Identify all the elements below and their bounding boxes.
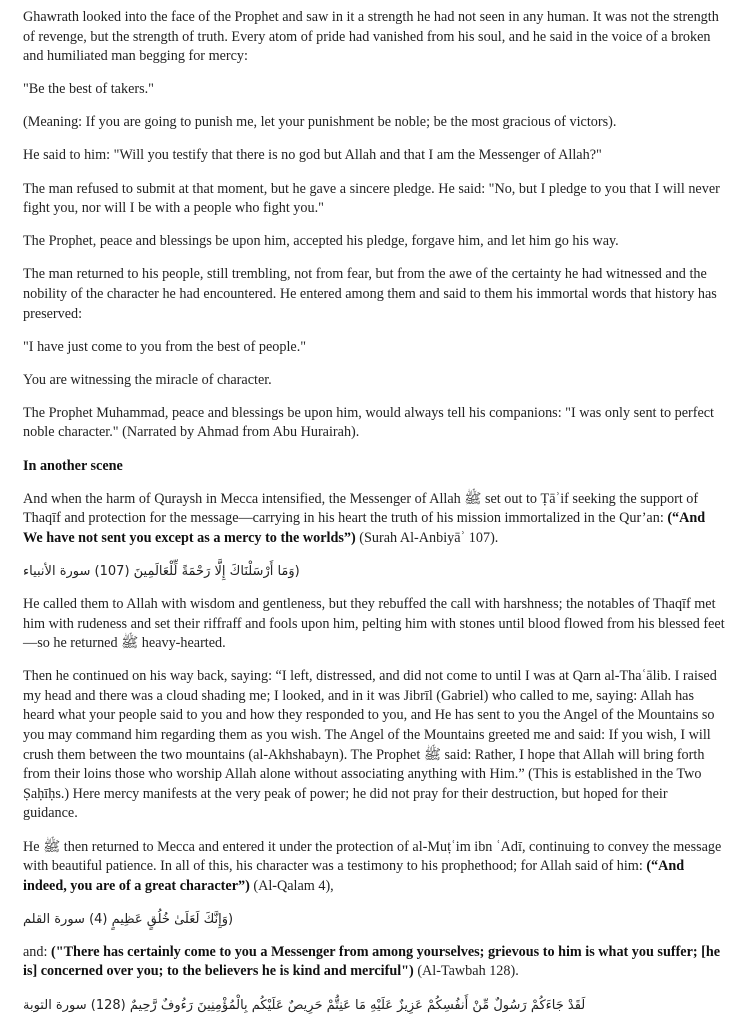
verse-translation: ("There has certainly come to you a Messenger from among yourselves; grievous to him is what you suffer; [he is] concerned over you; to the believers he is kind and merciful") bbox=[23, 943, 721, 980]
verse-translation: (“And indeed, you are of a great character”) bbox=[23, 858, 685, 894]
paragraph-text: He ﷺ then returned to Mecca and entered it under the protection of al-Muṭʿim ibn ʿAdī, continuing to convey the message with beautiful patience. In all of this, his character was a testimony to his prophethood; for Allah said of him: bbox=[23, 838, 722, 875]
arabic-verse bbox=[23, 910, 725, 930]
paragraph: He said to him: "Will you testify that there is no god but Allah and that I am the Messenger of Allah?" bbox=[23, 147, 602, 164]
paragraph bbox=[23, 838, 725, 897]
arabic-verse bbox=[23, 996, 725, 1015]
paragraph: The Prophet Muhammad, peace and blessings be upon him, would always tell his companions: "I was only sent to perfect noble character." (Narrated by Ahmad from Abu Hurairah). bbox=[23, 404, 714, 441]
section-heading-text: In another scene bbox=[23, 457, 123, 474]
arabic-verse-text: لَقَدْ جَاءَكُمْ رَسُولٌ مِّنْ أَنفُسِكُمْ عَزِيزٌ عَلَيْهِ مَا عَنِتُّمْ حَرِيصٌ عَلَيْكُم بِالْمُؤْمِنِينَ رَءُوفٌ رَّحِيمٌ (128) سورة التوبة bbox=[23, 997, 586, 1013]
arabic-verse-text: (وَإِنَّكَ لَعَلَىٰ خُلُقٍ عَظِيمٍ (4) سورة القلم bbox=[23, 911, 234, 927]
paragraph: You are witnessing the miracle of character. bbox=[23, 371, 272, 388]
paragraph bbox=[23, 943, 725, 982]
section-heading bbox=[23, 457, 725, 477]
paragraph: The Prophet, peace and blessings be upon him, accepted his pledge, forgave him, and let him go his way. bbox=[23, 233, 619, 250]
paragraph: The man refused to submit at that moment, but he gave a sincere pledge. He said: "No, but I pledge to you that I will never fight you, nor will I be with a people who fight you." bbox=[23, 180, 720, 217]
paragraph: (Meaning: If you are going to punish me, let your punishment be noble; be the most gracious of victors). bbox=[23, 114, 617, 131]
quote-paragraph: "Be the best of takers." bbox=[23, 81, 154, 98]
verse-reference: (Surah Al-Anbiyāʾ 107). bbox=[355, 529, 499, 546]
arabic-verse bbox=[23, 562, 725, 582]
quote-paragraph: "I have just come to you from the best of people." bbox=[23, 338, 307, 355]
verse-reference: (Al-Qalam 4), bbox=[249, 877, 334, 894]
paragraph: The man returned to his people, still trembling, not from fear, but from the awe of the certainty he had witnessed and the nobility of the character he had encountered. He entered among them and said to them his immortal words that history has preserved: bbox=[23, 266, 717, 322]
arabic-verse-text: (وَمَا أَرْسَلْنَاكَ إِلَّا رَحْمَةً لِّلْعَالَمِينَ (107) سورة الأنبياء bbox=[23, 563, 300, 579]
verse-translation: (“And We have not sent you except as a mercy to the worlds”) bbox=[23, 510, 706, 546]
paragraph: Ghawrath looked into the face of the Prophet and saw in it a strength he had not seen in any human. It was not the strength of revenge, but the strength of truth. Every atom of pride had vanished from his soul, and he said in the voice of a broken and humiliated man begging for mercy: bbox=[23, 9, 719, 65]
paragraph: He called them to Allah with wisdom and gentleness, but they rebuffed the call with harshness; the notables of Thaqīf met him with rudeness and set their riffraff and fools upon him, pelting him with stones until blood flowed from his blessed feet—so he returned ﷺ heavy-hearted. bbox=[23, 595, 725, 652]
paragraph: Then he continued on his way back, saying: “I left, distressed, and did not come to until I was at Qarn al-Thaʿālib. I raised my head and there was a cloud shading me; I looked, and in it was Jibrīl (Gabriel) who called to me, saying: Allah has heard what your people said to you and how they responded to you, and He has sent to you the Angel of the Mountains so you may command him regarding them as you wish. The Angel of the Mountains greeted me and said: If you wish, I will crush them between the two mountains (al-Akhshabayn). The Prophet ﷺ said: Rather, I hope that Allah will bring forth from their loins those who worship Allah alone without associating anything with Him.” (This is established in the Two Ṣaḥīḥs.) Here mercy manifests at the very peak of power; he did not pray for their destruction, but hoped for their guidance. bbox=[23, 668, 717, 822]
paragraph bbox=[23, 490, 725, 549]
paragraph-text: and: bbox=[23, 943, 51, 960]
verse-reference: (Al-Tawbah 128). bbox=[413, 963, 519, 980]
paragraph-text: And when the harm of Quraysh in Mecca intensified, the Messenger of Allah ﷺ set out to Ṭāʾif seeking the support of Thaqīf and protection for the message—carrying in his heart the truth of his mission immortalized in the Qur’an: bbox=[23, 490, 699, 527]
